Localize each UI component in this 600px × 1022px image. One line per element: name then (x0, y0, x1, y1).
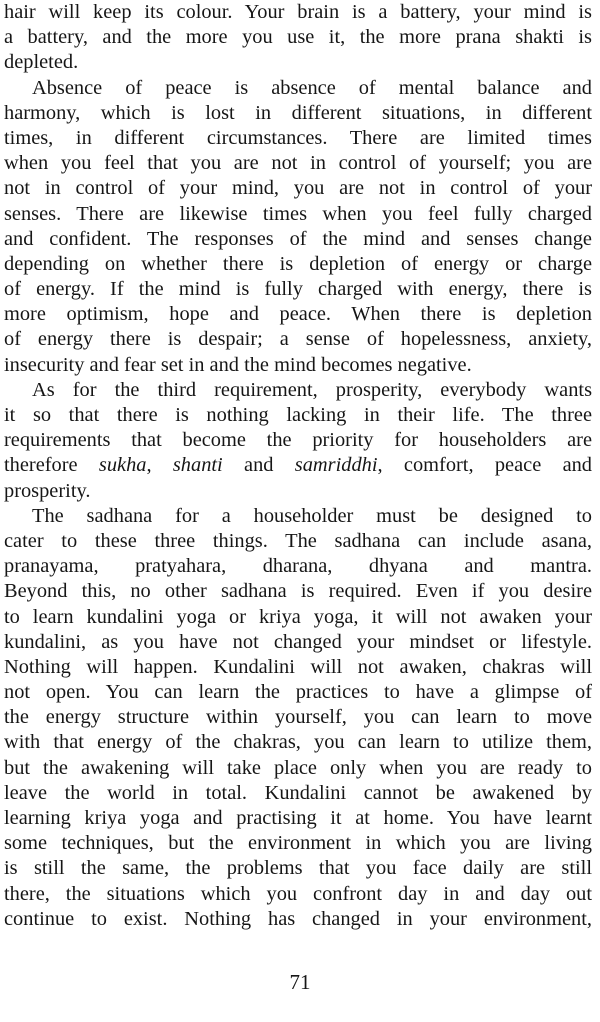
text-fragment: and (222, 454, 295, 477)
text-line: insecurity and fear set in and the mind becomes negative. (4, 353, 472, 376)
text-line: of energy. If the mind is fully charged with energy, there is (4, 278, 592, 301)
text-line: to learn kundalini yoga or kriya yoga, it will not awaken your (4, 605, 592, 628)
text-line: senses. There are likewise times when you feel fully charged (4, 202, 592, 225)
text-line: some techniques, but the environment in which you are living (4, 832, 592, 855)
text-line: hair will keep its colour. Your brain is a battery, your mind is (4, 1, 592, 23)
text-line: prosperity. (4, 479, 91, 502)
text-line: times, in different circumstances. There are limited times (4, 126, 592, 149)
text-fragment: , (146, 454, 173, 477)
italic-term: sukha (98, 454, 147, 477)
paragraph (4, 378, 592, 504)
text-line: Absence of peace is absence of mental balance and (32, 76, 592, 99)
text-line: more optimism, hope and peace. When there is depletion (4, 303, 592, 326)
text-line: pranayama, pratyahara, dharana, dhyana and mantra. (4, 555, 592, 578)
text-line: The sadhana for a householder must be designed to (32, 504, 592, 527)
text-line: is still the same, the problems that you face daily are still (4, 857, 592, 880)
text-line: learning kriya yoga and practising it at home. You have learnt (4, 807, 592, 829)
text-line: but the awakening will take place only when you are ready to (4, 756, 592, 779)
text-fragment: , comfort, peace and (377, 454, 592, 477)
text-line: of energy there is despair; a sense of hopelessness, anxiety, (4, 328, 592, 351)
text-line: not open. You can learn the practices to have a glimpse of (4, 681, 592, 704)
paragraph (4, 0, 592, 76)
text-line: a battery, and the more you use it, the more prana shakti is (4, 26, 592, 49)
text-line: continue to exist. Nothing has changed in your environment, (4, 907, 592, 930)
text-line: leave the world in total. Kundalini cannot be awakened by (4, 781, 592, 804)
text-fragment: therefore (4, 454, 99, 477)
body-text (4, 0, 592, 932)
text-line: depending on whether there is depletion of energy or charge (4, 252, 592, 275)
paragraph (4, 76, 592, 378)
text-line (4, 453, 592, 478)
text-line: and confident. The responses of the mind and senses change (4, 227, 592, 250)
text-line: the energy structure within yourself, you can learn to move (4, 706, 592, 729)
text-line: requirements that become the priority for householders are (4, 429, 592, 452)
text-line: Beyond this, no other sadhana is required. Even if you desire (4, 580, 592, 603)
page-number: 71 (289, 970, 311, 994)
text-line: harmony, which is lost in different situations, in different (4, 101, 592, 124)
text-line: with that energy of the chakras, you can learn to utilize them, (4, 731, 592, 754)
text-line: kundalini, as you have not changed your mindset or lifestyle. (4, 630, 592, 653)
text-line: when you feel that you are not in control of yourself; you are (4, 152, 592, 175)
paragraph (4, 504, 592, 932)
text-line: Nothing will happen. Kundalini will not awaken, chakras will (4, 655, 592, 678)
text-line: not in control of your mind, you are not in control of your (4, 177, 592, 200)
text-line: As for the third requirement, prosperity, everybody wants (32, 378, 592, 401)
italic-term: samriddhi (294, 454, 378, 477)
text-line: cater to these three things. The sadhana can include asana, (4, 529, 592, 552)
text-line: there, the situations which you confront day in and day out (4, 882, 592, 905)
text-line: depleted. (4, 51, 79, 74)
text-line: it so that there is nothing lacking in their life. The three (4, 404, 592, 426)
italic-term: shanti (172, 454, 223, 477)
